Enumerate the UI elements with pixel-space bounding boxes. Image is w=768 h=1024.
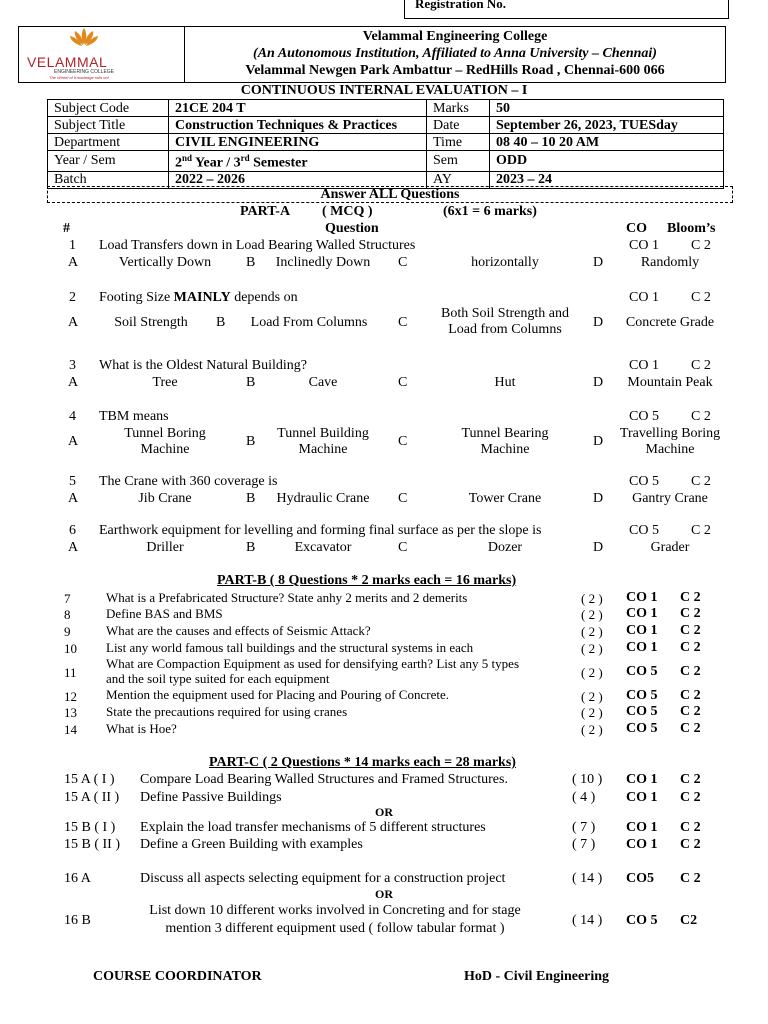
exam-title: CONTINUOUS INTERNAL EVALUATION – I [240,83,528,98]
sem-label: Sem [427,151,490,172]
footer-course-coordinator: COURSE COORDINATOR [93,969,262,984]
college-address: Velammal Newgen Park Ambattur – RedHills Road , Chennai-600 066 [245,63,665,78]
col-hash: # [63,221,70,236]
subject-code-value: 21CE 204 T [169,100,427,117]
department-value: CIVIL ENGINEERING [169,134,427,151]
col-co: CO [626,221,647,236]
date-label: Date [427,117,490,134]
batch-value: 2022 – 2026 [169,171,427,188]
part-a-type: ( MCQ ) [322,204,373,219]
logo-tagline: The Wheel of Knowledge rolls on! [49,75,109,80]
exam-info-table [47,99,724,189]
marks-value: 50 [490,100,724,117]
answer-all-banner: Answer ALL Questions [47,186,733,203]
part-c-title: PART-C ( 2 Questions * 14 marks each = 28 marks) [209,755,516,770]
registration-box [404,0,729,19]
logo-name: VELAMMAL [27,54,108,70]
batch-label: Batch [48,171,169,188]
college-title-block [185,27,725,83]
part-a-title: PART-A [240,204,291,219]
part-a-marks: (6x1 = 6 marks) [443,204,537,219]
ay-label: AY [427,171,490,188]
or-separator-2: OR [375,887,393,901]
registration-label: Registration No. [415,0,506,11]
footer-hod: HoD - Civil Engineering [464,969,610,984]
time-value: 08 40 – 10 20 AM [490,134,724,151]
college-logo [19,27,185,82]
time-label: Time [427,134,490,151]
college-name: Velammal Engineering College [362,29,548,44]
college-subtitle: (An Autonomous Institution, Affiliated to Anna University – Chennai) [253,46,657,61]
or-separator-1: OR [375,805,393,819]
department-label: Department [48,134,169,151]
marks-label: Marks [427,100,490,117]
year-sem-value: 2nd Year / 3rd Semester [169,151,427,172]
col-blooms: Bloom’s [667,221,716,236]
year-sem-label: Year / Sem [48,151,169,172]
college-header [18,26,726,83]
ay-value: 2023 – 24 [490,171,724,188]
part-b-title: PART-B ( 8 Questions * 2 marks each = 16 marks) [217,573,517,588]
date-value: September 26, 2023, TUESday [490,117,724,134]
subject-code-label: Subject Code [48,100,169,117]
col-question: Question [325,221,379,236]
subject-title-label: Subject Title [48,117,169,134]
logo-subtitle: ENGINEERING COLLEGE [54,69,115,75]
subject-title-value: Construction Techniques & Practices [169,117,427,134]
sem-value: ODD [490,151,724,172]
